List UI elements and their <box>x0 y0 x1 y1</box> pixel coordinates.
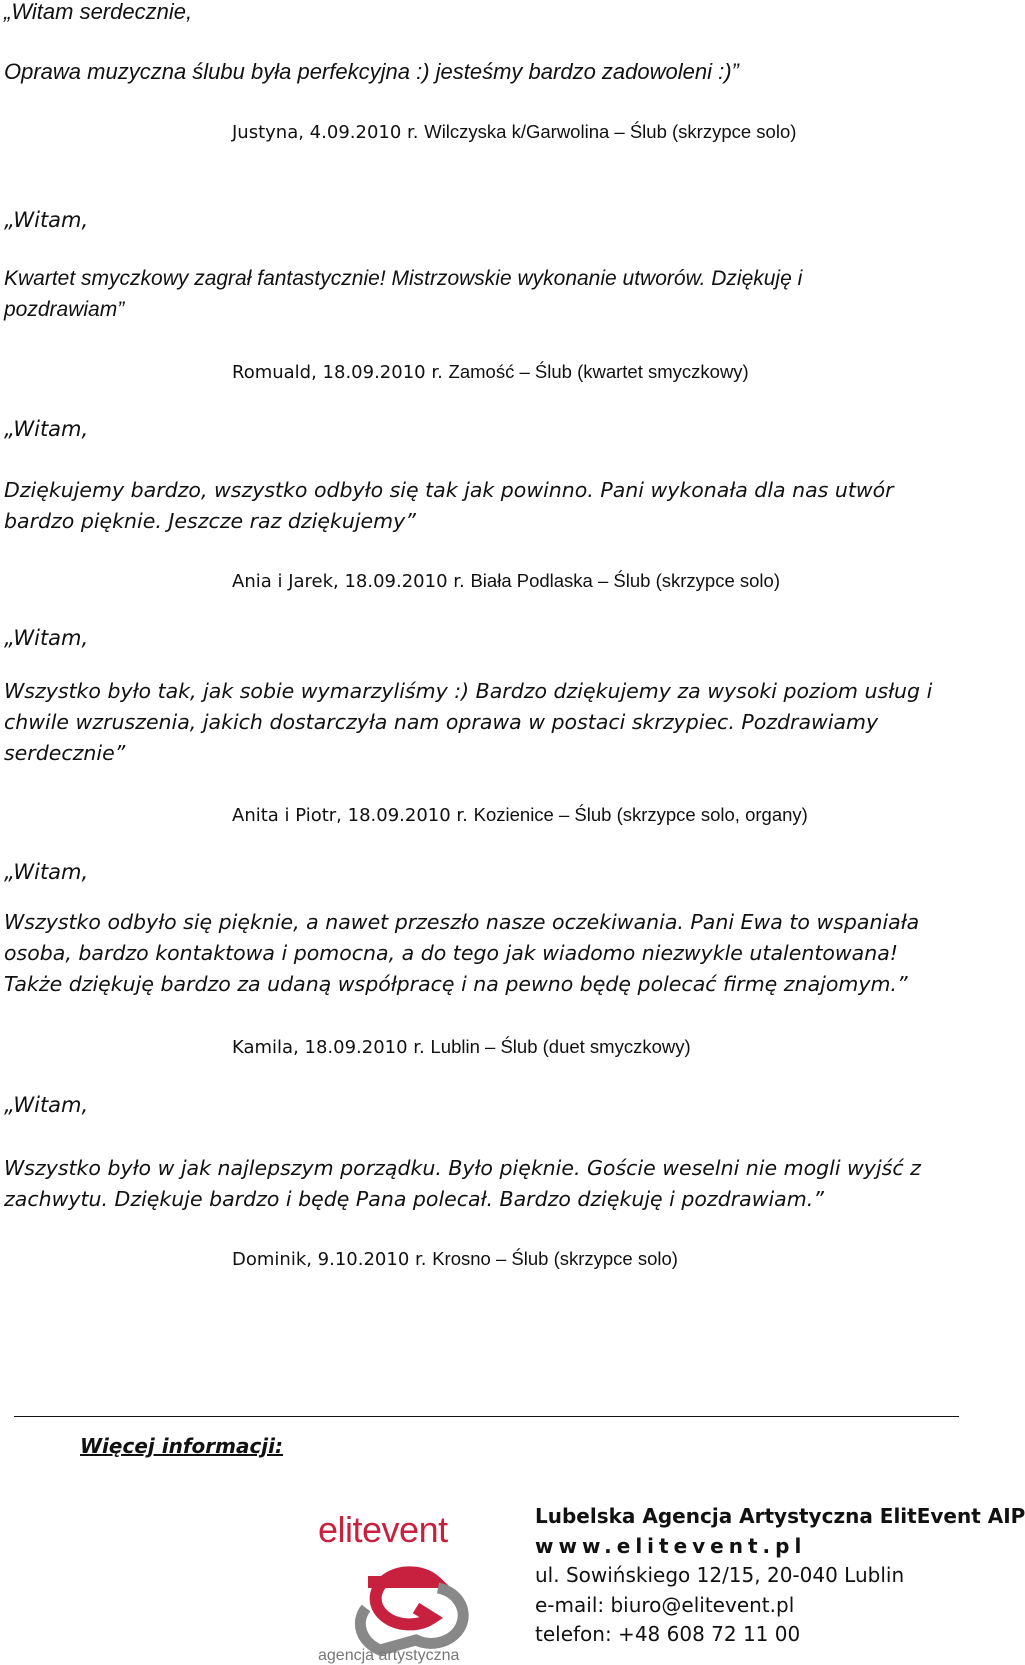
testimonial-4-greeting: „Witam, <box>4 626 89 650</box>
testimonial-1-place: Wilczyska k/Garwolina – Ślub (skrzypce solo) <box>424 121 797 142</box>
testimonial-5-greeting: „Witam, <box>4 860 89 884</box>
testimonial-3-author: Ania i Jarek, 18.09.2010 r. <box>232 571 465 592</box>
testimonial-1-author: Justyna, 4.09.2010 r. <box>232 122 419 143</box>
company-name: Lubelska Agencja Artystyczna ElitEvent AIP <box>535 1504 1025 1528</box>
testimonial-4-place: Kozienice – Ślub (skrzypce solo, organy) <box>473 804 808 825</box>
testimonial-5-signature <box>232 1035 691 1060</box>
contact-block <box>535 1502 1025 1650</box>
testimonial-3-place: Biała Podlaska – Ślub (skrzypce solo) <box>470 570 780 591</box>
logo-tagline: agencja artystyczna <box>318 1647 460 1664</box>
testimonial-2-author: Romuald, 18.09.2010 r. <box>232 362 443 383</box>
email[interactable]: e-mail: biuro@elitevent.pl <box>535 1592 795 1617</box>
logo-wordmark: elitevent <box>318 1509 448 1550</box>
testimonial-3-greeting: „Witam, <box>4 417 89 441</box>
testimonial-2-body: Kwartet smyczkowy zagrał fantastycznie! Mistrzowskie wykonanie utworów. Dziękuję i pozdrawiam” <box>4 267 803 321</box>
testimonial-2-signature <box>232 360 749 385</box>
address: ul. Sowińskiego 12/15, 20-040 Lublin <box>535 1563 905 1587</box>
testimonial-6-place: Krosno – Ślub (skrzypce solo) <box>432 1248 678 1269</box>
testimonial-6-author: Dominik, 9.10.2010 r. <box>232 1249 427 1270</box>
testimonial-4-body: Wszystko było tak, jak sobie wymarzyliśmy :) Bardzo dziękujemy za wysoki poziom usług i chwile wzruszenia, jakich dostarczyła nam oprawa w postaci skrzypiec. Pozdrawiamy serdecznie” <box>4 679 933 765</box>
testimonial-5-body: Wszystko odbyło się pięknie, a nawet przeszło nasze oczekiwania. Pani Ewa to wspaniała osoba, bardzo kontaktowa i pomocna, a do tego jak wiadomo niezwykle utalentowana! Także dziękuję bardzo za udaną współpracę i na pewno będę polecać firmę znajomym.” <box>4 910 920 996</box>
testimonial-4-signature <box>232 803 808 828</box>
testimonial-1-body: Oprawa muzyczna ślubu była perfekcyjna :) jesteśmy bardzo zadowoleni :)” <box>4 59 739 84</box>
website-link[interactable]: www.elitevent.pl <box>535 1533 807 1558</box>
testimonial-4-author: Anita i Piotr, 18.09.2010 r. <box>232 805 468 826</box>
more-info-heading: Więcej informacji: <box>80 1434 284 1458</box>
testimonial-1-greeting: „Witam serdecznie, <box>4 0 193 24</box>
testimonial-1-signature <box>232 120 796 145</box>
testimonial-2-greeting: „Witam, <box>4 208 89 232</box>
footer-divider <box>14 1416 959 1417</box>
testimonial-3-signature <box>232 569 780 594</box>
phone[interactable]: telefon: +48 608 72 11 00 <box>535 1622 801 1646</box>
logo-e-shape <box>368 1572 436 1624</box>
testimonial-5-place: Lublin – Ślub (duet smyczkowy) <box>430 1036 691 1057</box>
elitevent-logo <box>316 1500 506 1665</box>
testimonial-5-author: Kamila, 18.09.2010 r. <box>232 1037 425 1058</box>
testimonial-6-signature <box>232 1247 678 1272</box>
testimonial-6-greeting: „Witam, <box>4 1093 89 1117</box>
testimonial-3-body: Dziękujemy bardzo, wszystko odbyło się tak jak powinno. Pani wykonała dla nas utwór bardzo pięknie. Jeszcze raz dziękujemy” <box>4 478 894 533</box>
testimonial-2-place: Zamość – Ślub (kwartet smyczkowy) <box>448 361 749 382</box>
testimonial-6-body: Wszystko było w jak najlepszym porządku. Było pięknie. Goście weselni nie mogli wyjść z zachwytu. Dziękuje bardzo i będę Pana polecał. Bardzo dziękuję i pozdrawiam.” <box>4 1156 921 1211</box>
